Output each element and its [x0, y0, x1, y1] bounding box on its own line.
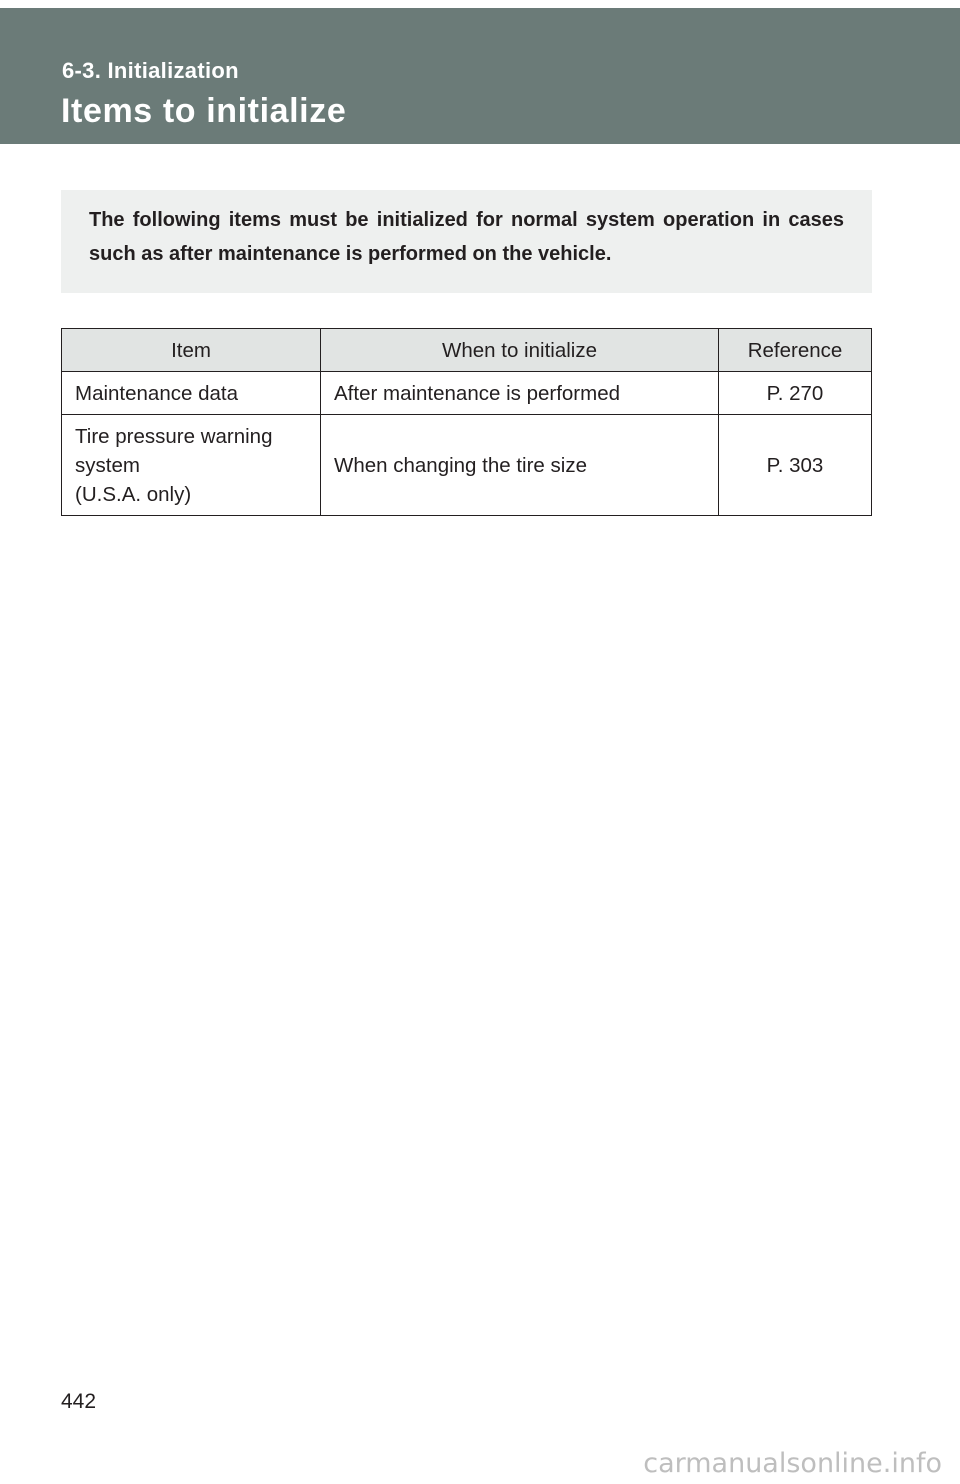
cell-reference: P. 270: [719, 372, 872, 415]
table-row: [62, 372, 872, 415]
cell-item-line: Maintenance data: [75, 381, 238, 405]
page-number: 442: [61, 1390, 97, 1413]
cell-when: After maintenance is performed: [321, 372, 719, 415]
table-header-row: [62, 329, 872, 372]
cell-item: [62, 415, 321, 516]
cell-item-line: system: [75, 453, 140, 477]
section-label: 6-3. Initialization: [62, 58, 239, 83]
page-title: Items to initialize: [61, 92, 347, 130]
watermark-text: carmanualsonline.info: [643, 1448, 942, 1479]
intro-text: The following items must be initialized for normal system operation in cases such as after maintenance is performed on the vehicle.: [89, 209, 844, 265]
cell-when: When changing the tire size: [321, 415, 719, 516]
column-header-when-to-initialize: When to initialize: [321, 329, 719, 372]
initialization-table: [61, 328, 872, 516]
cell-item: [62, 372, 321, 415]
cell-reference: P. 303: [719, 415, 872, 516]
table-row: [62, 415, 872, 516]
top-margin-strip: [0, 0, 960, 8]
cell-item-line: Tire pressure warning: [75, 424, 273, 448]
cell-item-line: (U.S.A. only): [75, 482, 192, 506]
column-header-reference: Reference: [719, 329, 872, 372]
column-header-item: Item: [62, 329, 321, 372]
intro-box: [61, 190, 872, 293]
